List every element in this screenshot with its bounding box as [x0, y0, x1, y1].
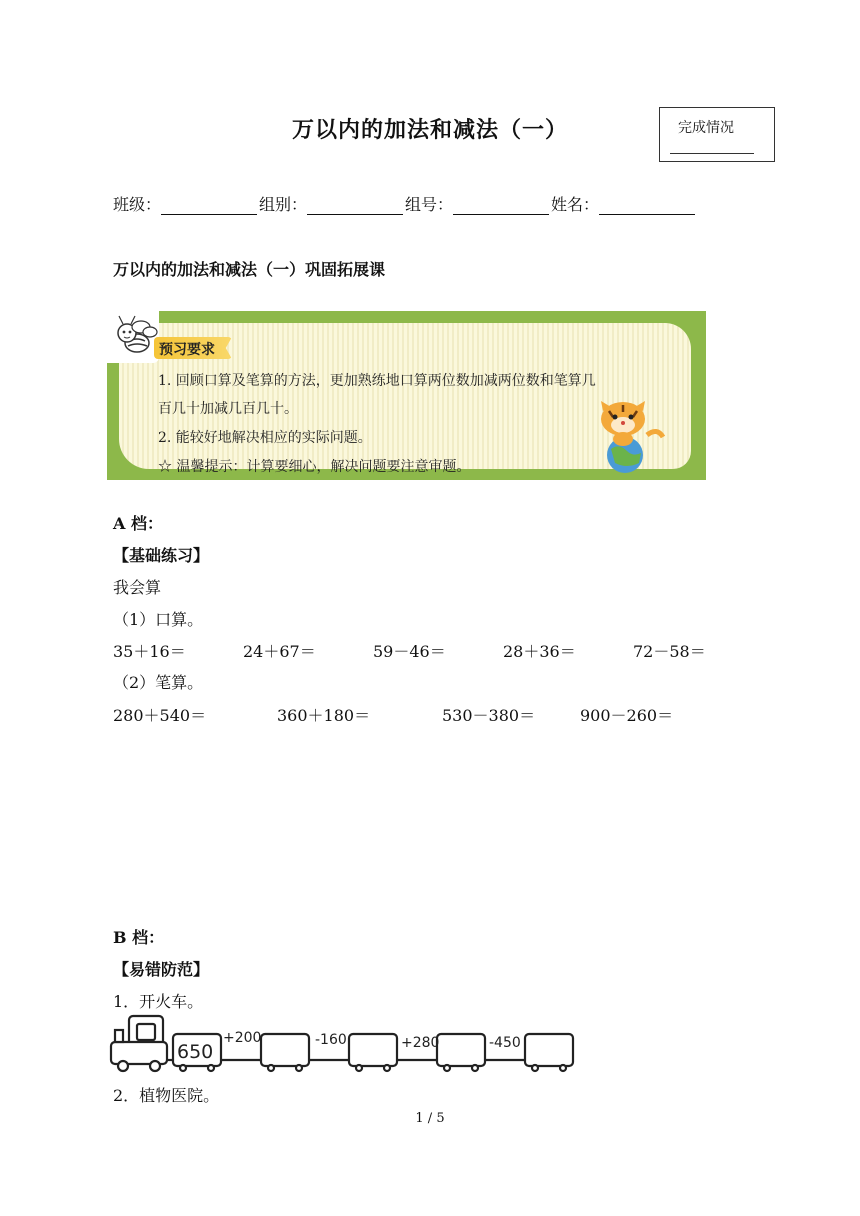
preview-item-2: 2. 能较好地解决相应的实际问题。	[158, 430, 372, 446]
train-car-2	[261, 1034, 309, 1066]
lesson-subtitle: 万以内的加法和减法（一）巩固拓展课	[113, 260, 386, 279]
class-blank	[161, 196, 257, 215]
section-b-heading: 【易错防范】	[113, 960, 210, 979]
train-question: 1．开火车。	[113, 992, 204, 1011]
oral-calc-label: （1）口算。	[113, 610, 204, 629]
written-problem-3: 530－380＝	[442, 706, 536, 725]
train-engine	[111, 1016, 167, 1071]
group-no-blank	[453, 196, 549, 215]
train-car-4	[437, 1034, 485, 1066]
completion-blank	[670, 153, 754, 154]
preview-badge-label: 预习要求	[159, 342, 215, 358]
written-calc-label: （2）笔算。	[113, 673, 204, 692]
section-a-label: A 档：	[113, 514, 163, 533]
oral-problem-5: 72－58＝	[633, 642, 706, 661]
written-problem-4: 900－260＝	[580, 706, 674, 725]
class-label: 班级：	[113, 195, 162, 214]
tiger-globe-icon	[587, 397, 671, 475]
train-car-3	[349, 1034, 397, 1066]
name-label: 姓名：	[551, 195, 600, 214]
preview-tip: ☆ 温馨提示：计算要细心，解决问题要注意审题。	[158, 459, 471, 475]
train-op-3: +280	[401, 1035, 440, 1051]
oral-problem-3: 59－46＝	[373, 642, 446, 661]
oral-problem-1: 35＋16＝	[113, 642, 186, 661]
train-diagram	[107, 1012, 577, 1074]
completion-box	[659, 107, 775, 162]
oral-problem-4: 28＋36＝	[503, 642, 576, 661]
train-op-2: -160	[315, 1032, 347, 1048]
written-problem-1: 280＋540＝	[113, 706, 207, 725]
group-label: 组别：	[259, 195, 308, 214]
preview-item-1a: 1. 回顾口算及笔算的方法，更加熟练地口算两位数加减两位数和笔算几	[158, 373, 596, 389]
bee-icon	[107, 311, 159, 363]
section-b-label: B 档：	[113, 928, 165, 947]
completion-label: 完成情况	[678, 120, 734, 136]
group-blank	[307, 196, 403, 215]
written-problem-2: 360＋180＝	[277, 706, 371, 725]
name-blank	[599, 196, 695, 215]
preview-item-1b: 百几十加减几百几十。	[158, 401, 298, 417]
student-info-row	[113, 192, 697, 215]
train-start-value: 650	[177, 1041, 214, 1063]
page-title: 万以内的加法和减法（一）	[291, 117, 568, 143]
train-op-1: +200	[223, 1030, 262, 1046]
train-car-5	[525, 1034, 573, 1066]
section-a-intro: 我会算	[113, 578, 162, 597]
section-a-heading: 【基础练习】	[113, 546, 210, 565]
oral-problem-2: 24＋67＝	[243, 642, 316, 661]
plant-hospital-question: 2．植物医院。	[113, 1086, 220, 1105]
page-number: 1 / 5	[415, 1111, 445, 1126]
group-no-label: 组号：	[405, 195, 454, 214]
train-op-4: -450	[489, 1035, 521, 1051]
preview-banner	[107, 311, 706, 480]
